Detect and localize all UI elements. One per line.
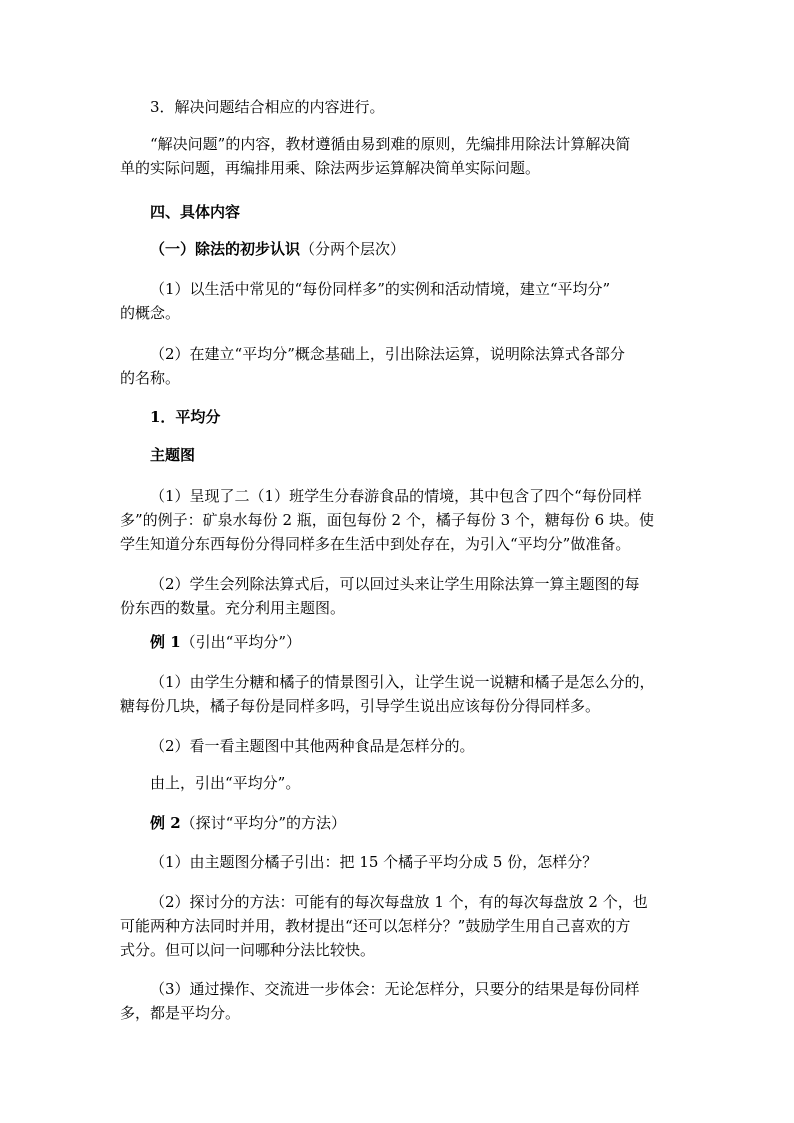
paragraph-line: （1）呈现了二（1）班学生分春游食品的情境，其中包含了四个“每份同样 [150,487,642,505]
paragraph-line: （2）学生会列除法算式后，可以回过头来让学生用除法算一算主题图的每 [150,575,640,593]
paragraph-line: （1）由学生分糖和橘子的情景图引入，让学生说一说糖和橘子是怎么分的， [150,673,655,691]
heading-division-intro [120,237,705,261]
paragraph-theme-two [120,572,675,620]
example-one-label: 例 1 [150,633,181,651]
paragraph-example-one-a [120,670,675,718]
heading-division-intro-bold: （一）除法的初步认识 [150,240,301,258]
paragraph-line: 糖每份几块，橘子每份是同样多吗，引导学生说出应该每份分得同样多。 [120,697,601,715]
paragraph-line: 式分。但可以问一问哪种分法比较快。 [120,941,376,959]
heading-average-division: 1．平均分 [150,408,221,426]
paragraph-theme-one [120,484,675,556]
heading-theme-picture: 主题图 [150,446,196,464]
paragraph-line: （1）以生活中常见的“每份同样多”的实例和活动情境，建立“平均分” [150,280,611,298]
example-one-note: （引出“平均分”） [180,633,302,651]
paragraph-line: 份东西的数量。充分利用主题图。 [120,599,346,617]
paragraph-example-one-b: （2）看一看主题图中其他两种食品是怎样分的。 [150,737,475,755]
heading-example-one [120,630,705,654]
heading-example-two [120,811,705,835]
paragraph-line: 多”的例子：矿泉水每份 2 瓶，面包每份 2 个，橘子每份 3 个，糖每份 6 块。使 [120,511,654,529]
paragraph-problem-solving-content [120,132,675,180]
paragraph-example-two-a: （1）由主题图分橘子引出：把 15 个橘子平均分成 5 份，怎样分？ [150,853,598,871]
heading-division-intro-note: （分两个层次） [300,240,406,258]
paragraph-line: （3）通过操作、交流进一步体会：无论怎样分，只要分的结果是每份同样 [150,980,640,998]
paragraph-line: “解决问题”的内容，教材遵循由易到难的原则，先编排用除法计算解决简 [150,135,631,153]
paragraph-line: 单的实际问题，再编排用乘、除法两步运算解决简单实际问题。 [120,159,541,177]
paragraph-conclusion: 由上，引出“平均分”。 [150,774,301,792]
heading-section-four: 四、具体内容 [150,203,241,221]
paragraph-line: 多，都是平均分。 [120,1004,241,1022]
paragraph-example-two-b [120,890,675,962]
paragraph-line: 的概念。 [120,304,181,322]
paragraph-level-one [120,277,675,325]
paragraph-line: 可能两种方法同时并用，教材提出“还可以怎样分？”鼓励学生用自己喜欢的方 [120,917,631,935]
paragraph-level-two [120,342,675,390]
paragraph-line: （2）在建立“平均分”概念基础上，引出除法运算，说明除法算式各部分 [150,345,625,363]
paragraph-example-two-c [120,977,675,1025]
paragraph-line: 3．解决问题结合相应的内容进行。 [150,98,385,116]
paragraph-problem-solving-note [120,95,705,119]
paragraph-line: 学生知道分东西每份分得同样多在生活中到处存在，为引入“平均分”做准备。 [120,535,631,553]
example-two-note: （探讨“平均分”的方法） [180,814,347,832]
example-two-label: 例 2 [150,814,181,832]
paragraph-line: （2）探讨分的方法：可能有的每次每盘放 1 个，有的每次每盘放 2 个，也 [150,893,648,911]
paragraph-line: 的名称。 [120,369,181,387]
